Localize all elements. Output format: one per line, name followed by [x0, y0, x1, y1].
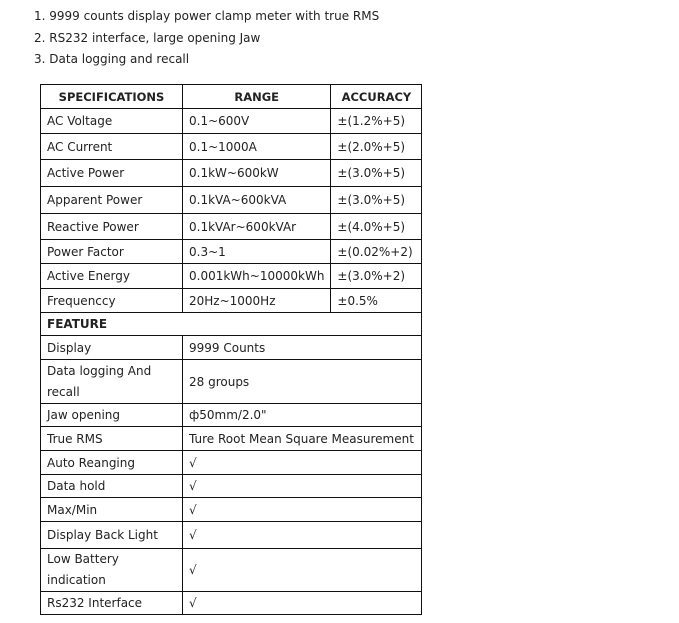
feature-name: Data hold [41, 475, 183, 498]
spec-name: Active Energy [41, 264, 183, 289]
table-row [41, 160, 422, 187]
table-row [41, 240, 422, 264]
spec-accuracy: ±(3.0%+5) [331, 187, 422, 214]
spec-name: AC Current [41, 134, 183, 160]
table-row [41, 214, 422, 240]
list-text: 9999 counts display power clamp meter with true RMS [49, 9, 380, 23]
table-row [41, 404, 422, 427]
spec-range: 0.1kVAr~600kVAr [183, 214, 331, 240]
feature-name: Low Battery indication [41, 549, 183, 592]
spec-name: AC Voltage [41, 109, 183, 134]
check-mark: √ [183, 592, 422, 615]
header-range: RANGE [183, 85, 331, 109]
table-row [41, 264, 422, 289]
header-accuracy: ACCURACY [331, 85, 422, 109]
check-mark: √ [183, 549, 422, 592]
specifications-table [40, 84, 422, 615]
feature-list-item [34, 6, 379, 28]
spec-range: 0.1~600V [183, 109, 331, 134]
feature-value: 28 groups [183, 360, 422, 404]
feature-value: Ture Root Mean Square Measurement [183, 427, 422, 451]
spec-name: Active Power [41, 160, 183, 187]
feature-list-item [34, 28, 379, 50]
table-row [41, 289, 422, 313]
spec-range: 0.1kVA~600kVA [183, 187, 331, 214]
spec-accuracy: ±(0.02%+2) [331, 240, 422, 264]
spec-range: 0.1kW~600kW [183, 160, 331, 187]
table-row [41, 498, 422, 522]
spec-range: 0.001kWh~10000kWh [183, 264, 331, 289]
feature-name: Display [41, 336, 183, 360]
spec-accuracy: ±(4.0%+5) [331, 214, 422, 240]
feature-header: FEATURE [41, 313, 422, 336]
list-text: Data logging and recall [49, 52, 190, 66]
spec-accuracy: ±(1.2%+5) [331, 109, 422, 134]
list-number: 2. [34, 30, 46, 45]
feature-value: ф50mm/2.0" [183, 404, 422, 427]
spec-accuracy: ±(3.0%+5) [331, 160, 422, 187]
table-row [41, 475, 422, 498]
feature-name: Display Back Light [41, 522, 183, 549]
list-number: 3. [34, 52, 46, 66]
feature-list-item [34, 49, 379, 71]
table-row [41, 451, 422, 475]
feature-name: Data logging And recall [41, 360, 183, 404]
feature-name: True RMS [41, 427, 183, 451]
check-mark: √ [183, 522, 422, 549]
feature-name: Max/Min [41, 498, 183, 522]
feature-list [34, 6, 379, 71]
table-row [41, 336, 422, 360]
table-row [41, 549, 422, 592]
feature-name: Jaw opening [41, 404, 183, 427]
feature-name: Rs232 Interface [41, 592, 183, 615]
list-number: 1. [34, 9, 46, 23]
spec-accuracy: ±(2.0%+5) [331, 134, 422, 160]
table-row [41, 360, 422, 404]
spec-name: Frequenccy [41, 289, 183, 313]
spec-accuracy: ±(3.0%+2) [331, 264, 422, 289]
feature-value: 9999 Counts [183, 336, 422, 360]
table-row [41, 109, 422, 134]
spec-range: 0.3~1 [183, 240, 331, 264]
spec-name: Power Factor [41, 240, 183, 264]
feature-name: Auto Reanging [41, 451, 183, 475]
check-mark: √ [183, 498, 422, 522]
table-header-row [41, 85, 422, 109]
table-row [41, 592, 422, 615]
table-row [41, 522, 422, 549]
spec-range: 0.1~1000A [183, 134, 331, 160]
feature-header-row [41, 313, 422, 336]
check-mark: √ [183, 475, 422, 498]
table-row [41, 187, 422, 214]
table-row [41, 427, 422, 451]
check-mark: √ [183, 451, 422, 475]
spec-name: Apparent Power [41, 187, 183, 214]
table-row [41, 134, 422, 160]
spec-accuracy: ±0.5% [331, 289, 422, 313]
spec-range: 20Hz~1000Hz [183, 289, 331, 313]
list-text: RS232 interface, large opening Jaw [49, 30, 261, 45]
header-specifications: SPECIFICATIONS [41, 85, 183, 109]
spec-name: Reactive Power [41, 214, 183, 240]
